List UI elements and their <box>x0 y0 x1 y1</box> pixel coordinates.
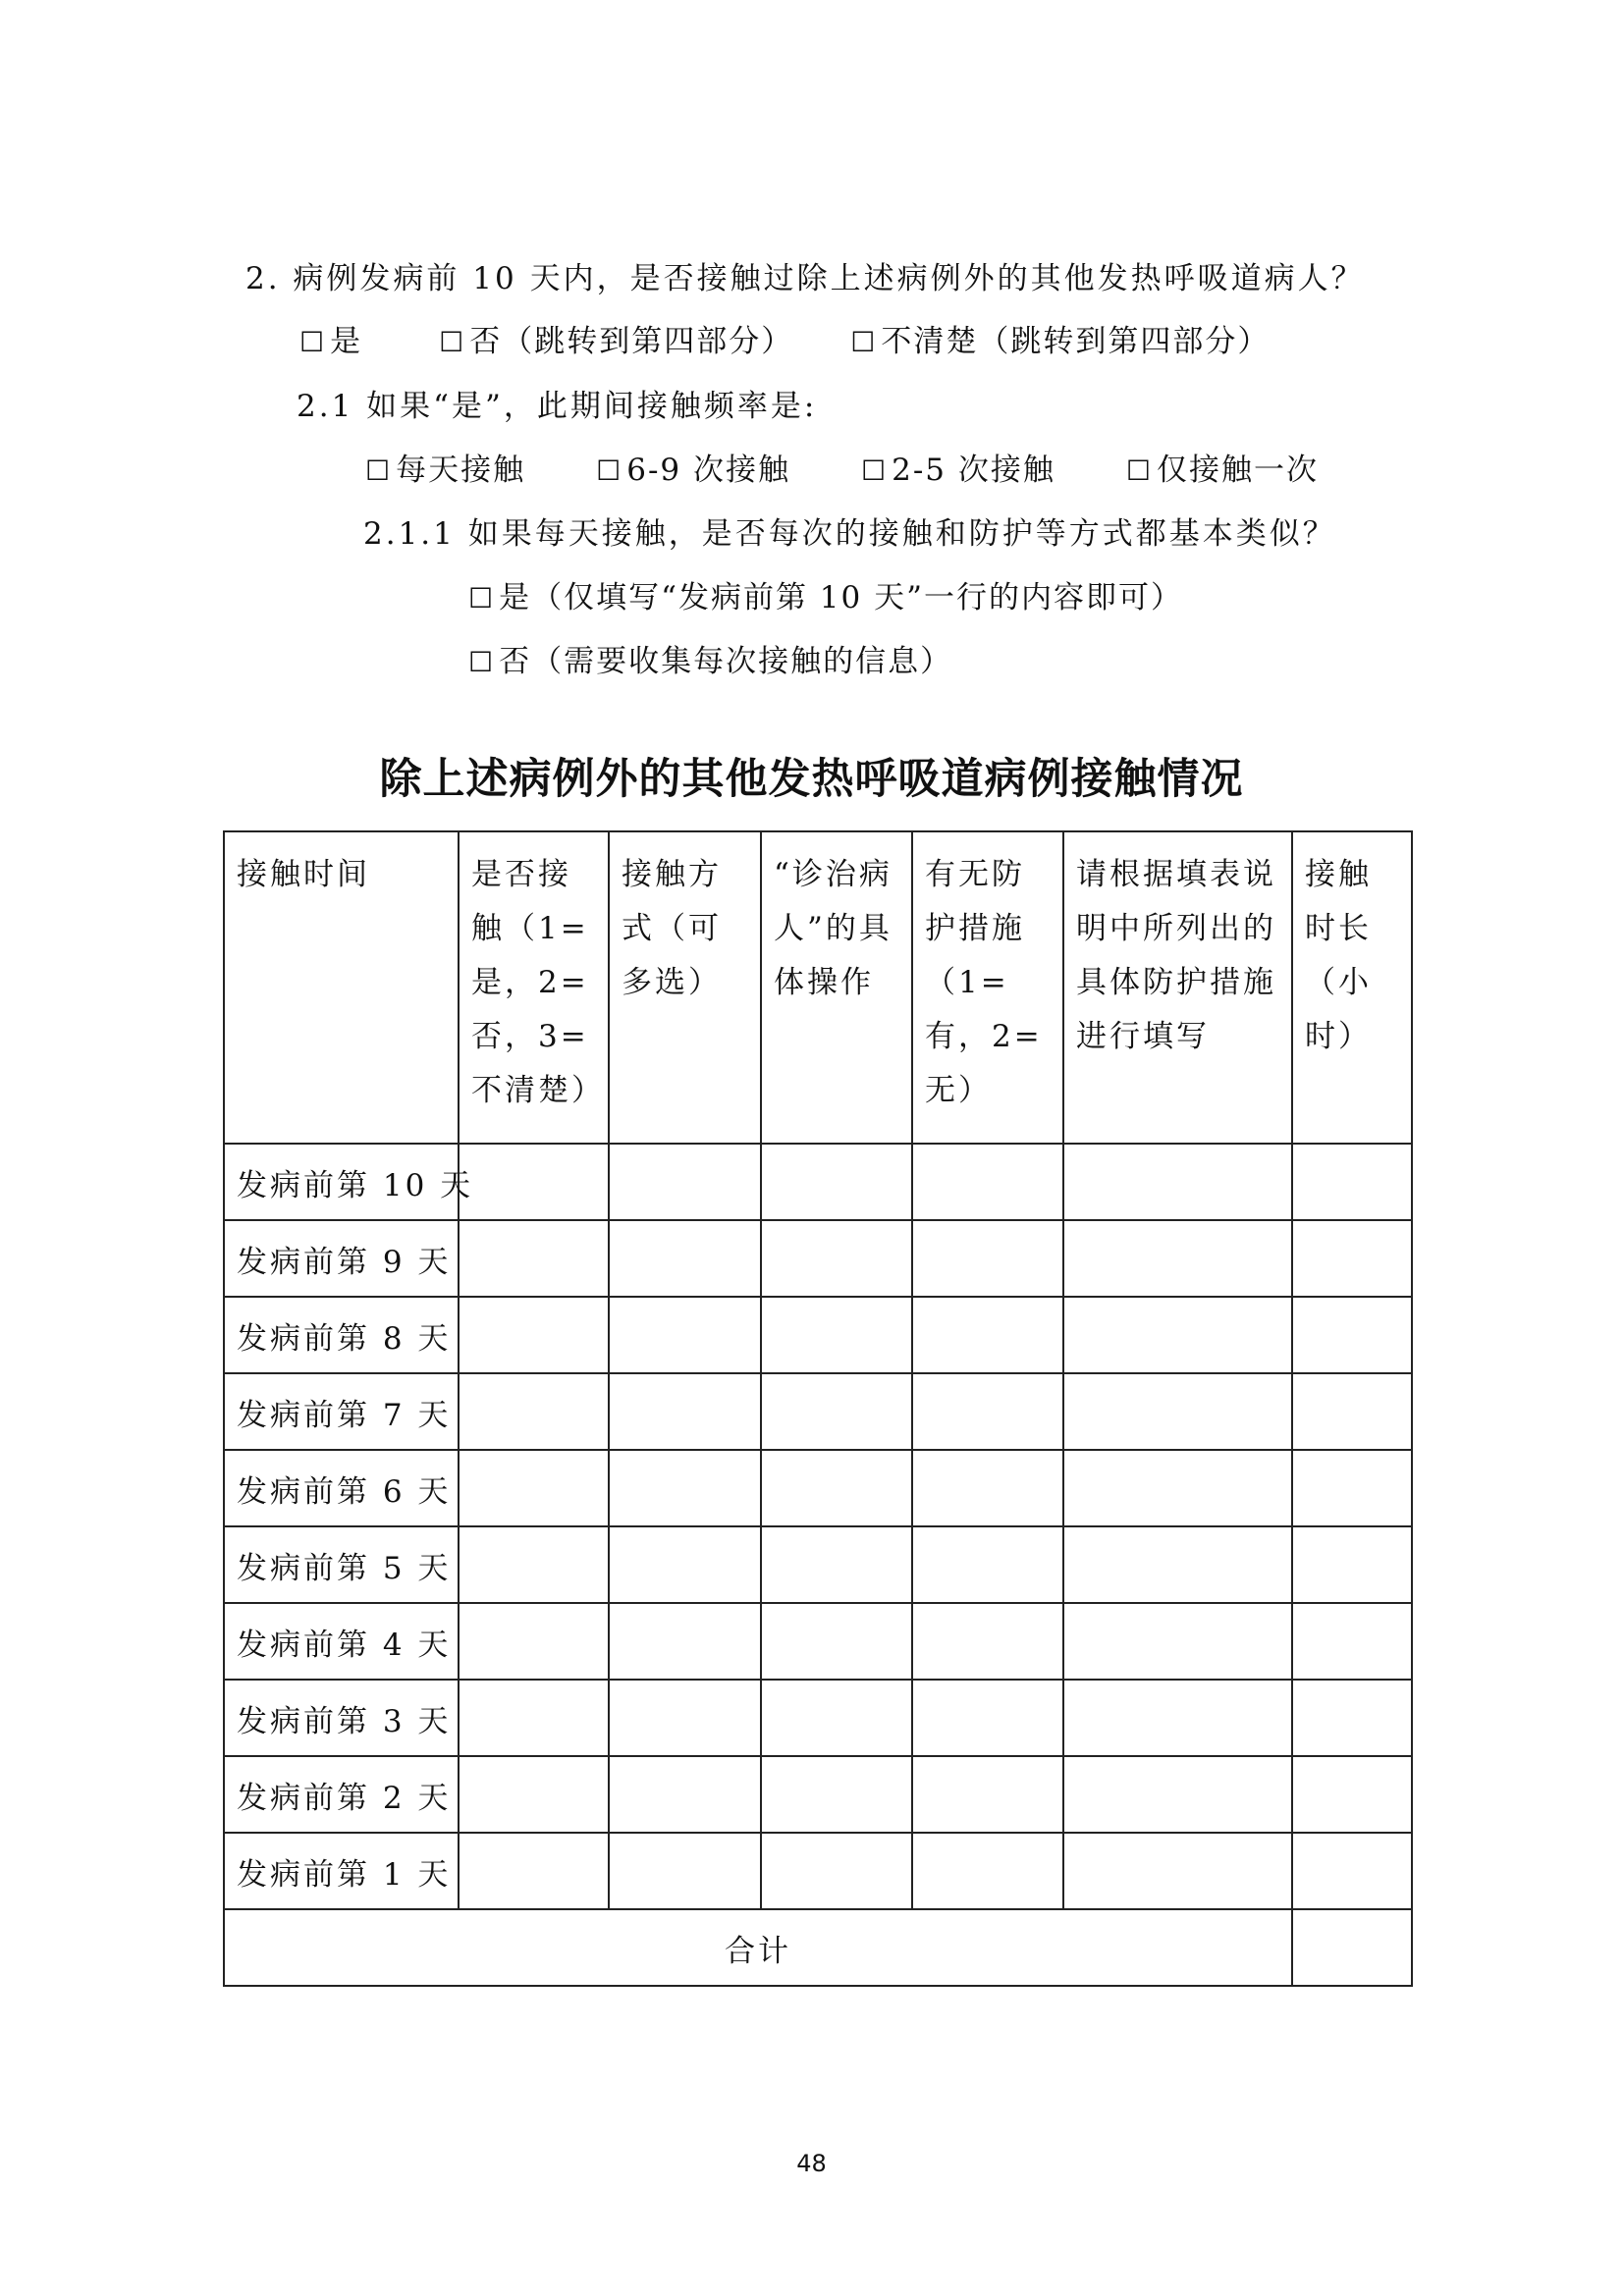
header-treatment-operation: “诊治病人”的具体操作 <box>761 831 912 1144</box>
table-cell[interactable] <box>1063 1450 1292 1526</box>
table-row <box>224 1297 1412 1373</box>
table-cell[interactable] <box>1063 1144 1292 1220</box>
table-row <box>224 1220 1412 1297</box>
question-2-1-1: 2.1.1 如果每天接触，是否每次的接触和防护等方式都基本类似？ <box>363 516 1336 552</box>
checkbox-icon[interactable]: ☐ <box>596 454 623 487</box>
table-cell[interactable] <box>609 1833 761 1909</box>
row-label: 发病前第 7 天 <box>224 1373 459 1450</box>
table-cell[interactable] <box>1292 1756 1412 1833</box>
table-cell[interactable] <box>1292 1526 1412 1603</box>
total-label: 合计 <box>224 1909 1292 1986</box>
row-label: 发病前第 10 天 <box>224 1144 459 1220</box>
table-cell[interactable] <box>912 1373 1063 1450</box>
table-cell[interactable] <box>761 1297 912 1373</box>
header-duration: 接触时长（小时） <box>1292 831 1412 1144</box>
table-cell[interactable] <box>459 1373 609 1450</box>
header-protection-details: 请根据填表说明中所列出的具体防护措施进行填写 <box>1063 831 1292 1144</box>
table-cell[interactable] <box>1292 1373 1412 1450</box>
row-label: 发病前第 3 天 <box>224 1680 459 1756</box>
question-2-1: 2.1 如果“是”，此期间接触频率是: <box>297 389 818 424</box>
option-6-9-times[interactable]: ☐ 6-9 次接触 <box>596 453 790 488</box>
checkbox-icon[interactable]: ☐ <box>439 326 466 358</box>
header-protection: 有无防护措施（1=有，2=无） <box>912 831 1063 1144</box>
row-label: 发病前第 8 天 <box>224 1297 459 1373</box>
table-cell[interactable] <box>912 1756 1063 1833</box>
table-header-row <box>224 831 1412 1144</box>
table-cell[interactable] <box>1063 1297 1292 1373</box>
table-cell[interactable] <box>459 1603 609 1680</box>
question-2: 2. 病例发病前 10 天内，是否接触过除上述病例外的其他发热呼吸道病人？ <box>245 261 1365 296</box>
table-cell[interactable] <box>1292 1297 1412 1373</box>
table-cell[interactable] <box>609 1373 761 1450</box>
row-label: 发病前第 5 天 <box>224 1526 459 1603</box>
table-cell[interactable] <box>761 1450 912 1526</box>
table-cell[interactable] <box>761 1144 912 1220</box>
contact-table <box>223 830 1413 1987</box>
table-cell[interactable] <box>761 1220 912 1297</box>
question-2-options <box>299 316 1270 360</box>
table-cell[interactable] <box>761 1603 912 1680</box>
table-row <box>224 1680 1412 1756</box>
table-cell[interactable] <box>1292 1603 1412 1680</box>
table-cell[interactable] <box>1292 1220 1412 1297</box>
table-cell[interactable] <box>761 1833 912 1909</box>
option-2-5-times[interactable]: ☐ 2-5 次接触 <box>861 453 1055 488</box>
table-cell[interactable] <box>912 1680 1063 1756</box>
checkbox-icon[interactable]: ☐ <box>365 454 393 487</box>
table-cell[interactable] <box>459 1220 609 1297</box>
checkbox-icon[interactable]: ☐ <box>850 326 878 358</box>
table-cell[interactable] <box>912 1450 1063 1526</box>
table-cell[interactable] <box>609 1526 761 1603</box>
table-row <box>224 1373 1412 1450</box>
table-cell[interactable] <box>912 1144 1063 1220</box>
option-similar-yes[interactable]: ☐ 是（仅填写“发病前第 10 天”一行的内容即可） <box>468 580 1183 615</box>
table-cell[interactable] <box>459 1144 609 1220</box>
table-cell[interactable] <box>912 1220 1063 1297</box>
table-cell[interactable] <box>1292 1450 1412 1526</box>
option-yes[interactable]: ☐ 是 <box>299 324 363 359</box>
option-similar-no[interactable]: ☐ 否（需要收集每次接触的信息） <box>468 644 953 679</box>
table-cell[interactable] <box>459 1680 609 1756</box>
table-cell[interactable] <box>1063 1756 1292 1833</box>
table-row <box>224 1144 1412 1220</box>
table-cell[interactable] <box>761 1526 912 1603</box>
table-cell[interactable] <box>609 1220 761 1297</box>
row-label: 发病前第 1 天 <box>224 1833 459 1909</box>
row-label: 发病前第 2 天 <box>224 1756 459 1833</box>
table-cell[interactable] <box>1292 1144 1412 1220</box>
table-row <box>224 1603 1412 1680</box>
table-row <box>224 1450 1412 1526</box>
table-cell[interactable] <box>761 1373 912 1450</box>
table-cell[interactable] <box>761 1680 912 1756</box>
table-cell[interactable] <box>609 1756 761 1833</box>
table-row <box>224 1526 1412 1603</box>
checkbox-icon[interactable]: ☐ <box>468 646 496 678</box>
table-cell[interactable] <box>761 1756 912 1833</box>
table-cell[interactable] <box>459 1756 609 1833</box>
table-cell[interactable] <box>1292 1833 1412 1909</box>
table-cell[interactable] <box>459 1526 609 1603</box>
table-cell[interactable] <box>459 1833 609 1909</box>
table-total-row <box>224 1909 1412 1986</box>
total-cell[interactable] <box>1292 1909 1412 1986</box>
row-label: 发病前第 9 天 <box>224 1220 459 1297</box>
checkbox-icon[interactable]: ☐ <box>1125 454 1153 487</box>
table-cell[interactable] <box>1063 1833 1292 1909</box>
table-cell[interactable] <box>609 1603 761 1680</box>
table-cell[interactable] <box>1063 1220 1292 1297</box>
row-label: 发病前第 6 天 <box>224 1450 459 1526</box>
table-cell[interactable] <box>609 1680 761 1756</box>
option-unknown[interactable]: ☐ 不清楚（跳转到第四部分） <box>850 324 1271 359</box>
checkbox-icon[interactable]: ☐ <box>861 454 889 487</box>
table-row <box>224 1756 1412 1833</box>
checkbox-icon[interactable]: ☐ <box>299 326 327 358</box>
table-title: 除上述病例外的其他发热呼吸道病例接触情况 <box>379 755 1244 804</box>
header-contact-method: 接触方式（可多选） <box>609 831 761 1144</box>
option-no[interactable]: ☐ 否（跳转到第四部分） <box>439 324 794 359</box>
option-once[interactable]: ☐ 仅接触一次 <box>1125 453 1319 488</box>
table-cell[interactable] <box>1292 1680 1412 1756</box>
option-daily[interactable]: ☐ 每天接触 <box>365 453 526 488</box>
table-cell[interactable] <box>912 1297 1063 1373</box>
header-contact-time: 接触时间 <box>224 831 459 1144</box>
table-cell[interactable] <box>1063 1526 1292 1603</box>
table-cell[interactable] <box>1063 1373 1292 1450</box>
table-cell[interactable] <box>912 1526 1063 1603</box>
table-cell[interactable] <box>609 1144 761 1220</box>
table-cell[interactable] <box>609 1450 761 1526</box>
table-cell[interactable] <box>912 1603 1063 1680</box>
header-contacted: 是否接触（1=是，2=否，3=不清楚） <box>459 831 609 1144</box>
table-cell[interactable] <box>459 1297 609 1373</box>
row-label: 发病前第 4 天 <box>224 1603 459 1680</box>
table-cell[interactable] <box>459 1450 609 1526</box>
table-cell[interactable] <box>1063 1603 1292 1680</box>
table-cell[interactable] <box>609 1297 761 1373</box>
page-number: 48 <box>796 2150 827 2177</box>
frequency-options <box>365 445 1319 489</box>
table-cell[interactable] <box>1063 1680 1292 1756</box>
table-row <box>224 1833 1412 1909</box>
checkbox-icon[interactable]: ☐ <box>468 582 496 614</box>
table-cell[interactable] <box>912 1833 1063 1909</box>
